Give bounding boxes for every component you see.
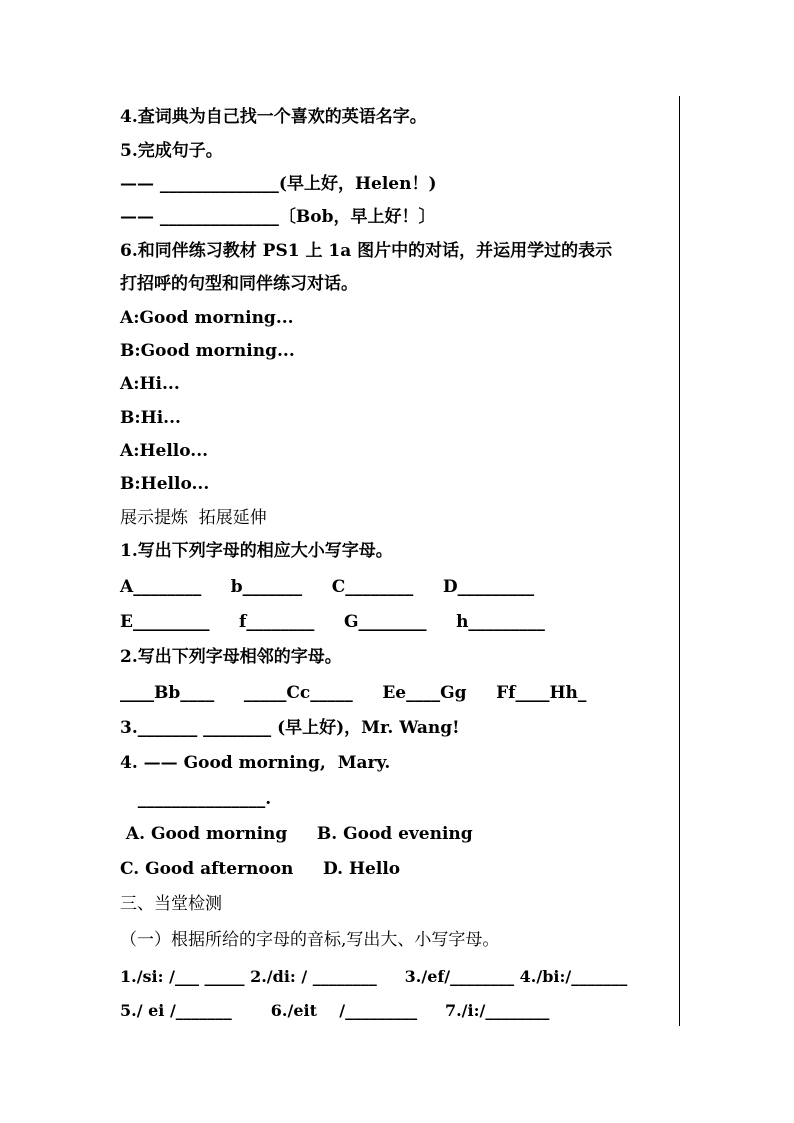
exercise-1-row: A________ b_______ C________ D_________ [120, 577, 535, 597]
exercise-4-options: C. Good afternoon D. Hello [120, 859, 401, 879]
test-row: 1./si: /___ _____ 2./di: / ________ 3./ef/________ 4./bi:/_______ [120, 967, 628, 986]
exercise-1-row: E_________ f________ G________ h_________ [120, 612, 545, 632]
table-border-line [679, 96, 680, 1026]
item-5-complete-sentences: 5.完成句子。 [120, 141, 223, 161]
exercise-4-options: A. Good morning B. Good evening [120, 824, 473, 844]
test-part-1-title: （一）根据所给的字母的音标,写出大、小写字母。 [120, 930, 500, 950]
item-6-practice-cont: 打招呼的句型和同伴练习对话。 [120, 274, 358, 294]
dialog-line: B:Hello... [120, 474, 210, 494]
item-6-practice: 6.和同伴练习教材 PS1 上 1a 图片中的对话，并运用学过的表示 [120, 241, 613, 261]
dialog-line: A:Hi... [120, 374, 180, 394]
section-heading-test: 三、当堂检测 [120, 894, 222, 914]
exercise-1-title: 1.写出下列字母的相应大小写字母。 [120, 541, 393, 561]
item-4-dictionary: 4.查词典为自己找一个喜欢的英语名字。 [120, 107, 427, 127]
exercise-4-answer-blank: _______________. [120, 789, 272, 809]
section-heading-extension: 展示提炼 拓展延伸 [120, 508, 267, 528]
exercise-3: 3._______ ________ (早上好)，Mr. Wang! [120, 718, 460, 738]
sentence-blank-2: —— ______________〔Bob，早上好！〕 [120, 207, 436, 227]
exercise-2-row: ____Bb____ _____Cc_____ Ee____Gg Ff____Hh_ [120, 683, 587, 703]
dialog-line: A:Hello... [120, 441, 209, 461]
test-row: 5./ ei /_______ 6./eit /_________ 7./i:/________ [120, 1001, 550, 1020]
dialog-line: B:Hi... [120, 408, 181, 428]
dialog-line: B:Good morning... [120, 341, 295, 361]
exercise-4-question: 4. —— Good morning, Mary. [120, 753, 391, 773]
exercise-2-title: 2.写出下列字母相邻的字母。 [120, 647, 342, 667]
dialog-line: A:Good morning... [120, 308, 294, 328]
sentence-blank-1: —— ______________(早上好，Helen！) [120, 174, 437, 194]
